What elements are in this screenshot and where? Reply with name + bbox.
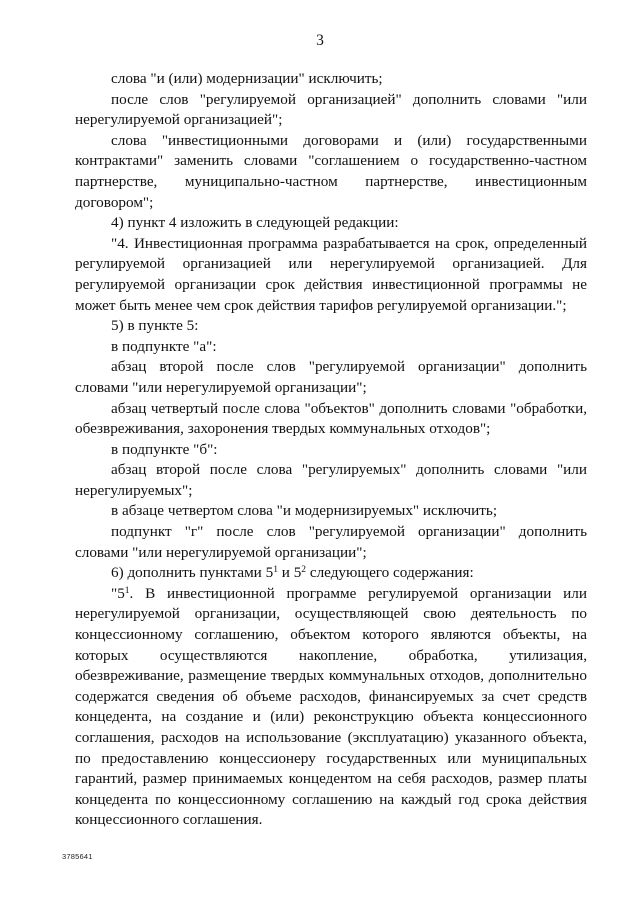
paragraph: абзац второй после слов "регулируемой организации" дополнить словами "или нерегулируемой организации"; bbox=[75, 358, 587, 396]
paragraph: 4) пункт 4 изложить в следующей редакции: bbox=[111, 214, 399, 232]
paragraph: слова "инвестиционными договорами и (или) государственными контрактами" заменить словами "соглашением о государственно-частном партнерстве, муниципально-частном партнерстве, инвестиционным договором"; bbox=[75, 131, 587, 211]
item5-1-superscript: 1 bbox=[124, 585, 130, 596]
item6-text-after: следующего содержания: bbox=[306, 564, 474, 582]
paragraph: после слов "регулируемой организацией" дополнить словами "или нерегулируемой организацией"; bbox=[75, 90, 587, 129]
item6-text-before: 6) дополнить пунктами 5 bbox=[111, 564, 274, 582]
item6-superscript-1: 1 bbox=[273, 565, 278, 576]
document-body bbox=[75, 69, 587, 831]
item5-1-text: . В инвестиционной программе регулируемой организации или нерегулируемой организации, осуществляющей свою деятельность по концессионному соглашению, объектом которого являются объекты, на которых осуществляются накопление, обработка, утилизация, обезвреживание, размещение твердых коммунальных отходов, дополнительно содержатся сведения об объеме расходов, финансируемых за счет средств концедента, на создание и (или) реконструкцию объекта концессионного соглашения, расходов на использование (эксплуатацию) указанного объекта, по предоставлению концессионеру государственных или муниципальных гарантий, размер принимаемых концедентом на себя расходов, размер платы концедента по концессионному соглашению на каждый год срока действия концессионного соглашения. bbox=[75, 584, 587, 829]
paragraph: 5) в пункте 5: bbox=[111, 317, 199, 335]
paragraph: в абзаце четвертом слова "и модернизируемых" исключить; bbox=[111, 502, 498, 520]
paragraph: в подпункте "а": bbox=[111, 337, 217, 355]
item6-superscript-2: 2 bbox=[301, 565, 307, 576]
paragraph-item-5-1 bbox=[75, 584, 587, 831]
item6-text-middle: и 5 bbox=[277, 564, 302, 582]
paragraph-item-6 bbox=[75, 563, 587, 584]
paragraph: слова "и (или) модернизации" исключить; bbox=[111, 70, 383, 87]
page-number: 3 bbox=[316, 32, 324, 49]
item5-1-prefix: "5 bbox=[111, 584, 125, 602]
document-id: 3785641 bbox=[62, 852, 93, 861]
paragraph: в подпункте "б": bbox=[111, 440, 218, 458]
paragraph: подпункт "г" после слов "регулируемой организации" дополнить словами "или нерегулируемой организации"; bbox=[75, 523, 587, 561]
paragraph: абзац второй после слова "регулируемых" дополнить словами "или нерегулируемых"; bbox=[75, 461, 587, 499]
paragraph: абзац четвертый после слова "объектов" дополнить словами "обработки, обезвреживания, захоронения твердых коммунальных отходов"; bbox=[75, 399, 587, 438]
paragraph: "4. Инвестиционная программа разрабатывается на срок, определенный регулируемой организацией или нерегулируемой организацией. Для регулируемой организации срок действия инвестиционной программы не может быть менее чем срок действия тарифов регулируемой организации."; bbox=[75, 234, 587, 314]
